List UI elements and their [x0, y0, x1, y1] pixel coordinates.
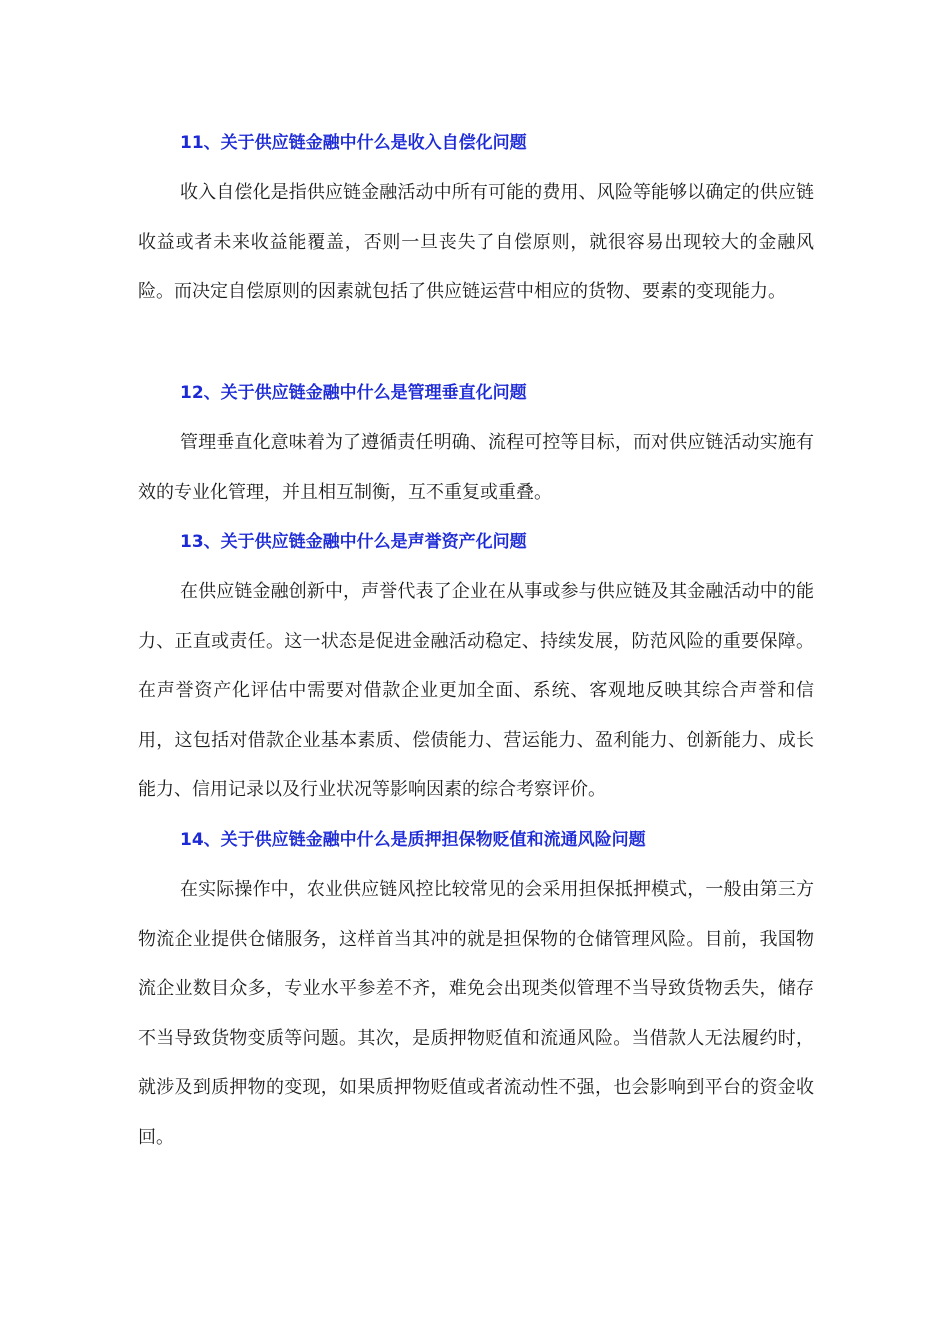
section-13-heading: 13、关于供应链金融中什么是声誉资产化问题: [180, 532, 527, 552]
section-14-heading: 14、关于供应链金融中什么是质押担保物贬值和流通风险问题: [180, 830, 646, 850]
section-14-body: 在实际操作中，农业供应链风控比较常见的会采用担保抵押模式，一般由第三方物流企业提供仓储服务，这样首当其冲的就是担保物的仓储管理风险。目前，我国物流企业数目众多，专业水平参差不齐，难免会出现类似管理不当导致货物丢失，储存不当导致货物变质等问题。其次，是质押物贬值和流通风险。当借款人无法履约时，就涉及到质押物的变现，如果质押物贬值或者流动性不强，也会影响到平台的资金收回。: [138, 879, 814, 1148]
section-11-heading: 11、关于供应链金融中什么是收入自偿化问题: [180, 133, 527, 153]
section-12-body: 管理垂直化意味着为了遵循责任明确、流程可控等目标，而对供应链活动实施有效的专业化管理，并且相互制衡，互不重复或重叠。: [138, 432, 814, 503]
section-12-heading: 12、关于供应链金融中什么是管理垂直化问题: [180, 383, 527, 403]
section-11-body: 收入自偿化是指供应链金融活动中所有可能的费用、风险等能够以确定的供应链收益或者未来收益能覆盖，否则一旦丧失了自偿原则，就很容易出现较大的金融风险。而决定自偿原则的因素就包括了供应链运营中相应的货物、要素的变现能力。: [138, 182, 814, 303]
section-13-body: 在供应链金融创新中，声誉代表了企业在从事或参与供应链及其金融活动中的能力、正直或责任。这一状态是促进金融活动稳定、持续发展，防范风险的重要保障。在声誉资产化评估中需要对借款企业更加全面、系统、客观地反映其综合声誉和信用，这包括对借款企业基本素质、偿债能力、营运能力、盈利能力、创新能力、成长能力、信用记录以及行业状况等影响因素的综合考察评价。: [138, 581, 814, 801]
